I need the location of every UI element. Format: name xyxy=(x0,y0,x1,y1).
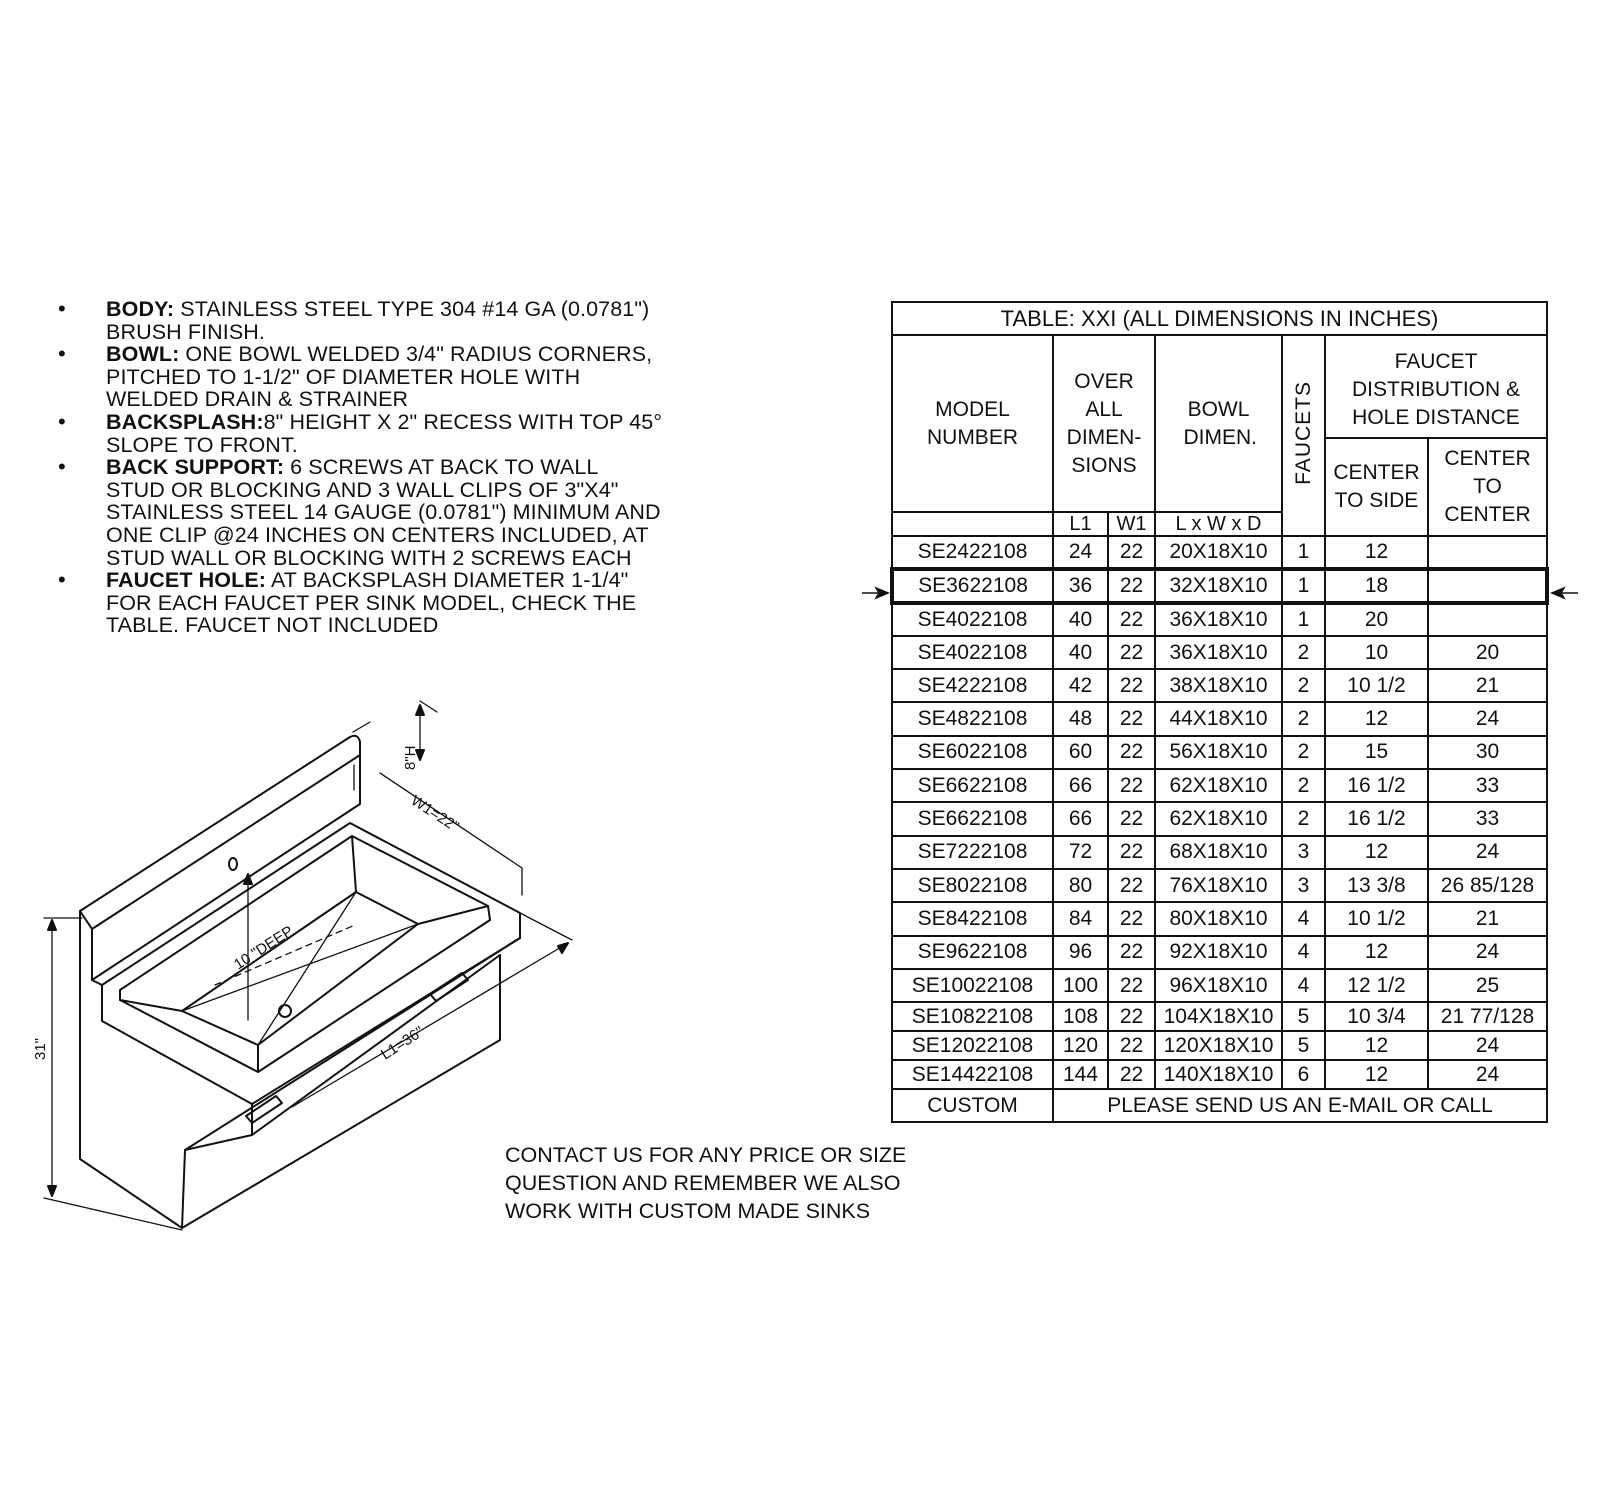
cell-bowl-dimensions: 104X18X10 xyxy=(1155,1002,1282,1031)
header-center-side-text: CENTER TO SIDE xyxy=(1333,461,1420,512)
cell-l1: 66 xyxy=(1053,769,1108,802)
front-face xyxy=(80,911,520,1228)
cell-center-to-side: 10 xyxy=(1325,636,1428,669)
cell-w1: 22 xyxy=(1108,669,1155,702)
cell-center-to-side: 10 1/2 xyxy=(1325,902,1428,935)
cell-bowl-dimensions: 76X18X10 xyxy=(1155,869,1282,902)
cell-faucets: 4 xyxy=(1282,902,1325,935)
cell-center-to-side: 16 1/2 xyxy=(1325,802,1428,835)
cell-faucets: 5 xyxy=(1282,1002,1325,1031)
cell-model-number: SE4022108 xyxy=(892,636,1053,669)
cell-faucets: 3 xyxy=(1282,836,1325,869)
cell-model-number: SE4022108 xyxy=(892,603,1053,636)
cell-bowl-dimensions: 56X18X10 xyxy=(1155,736,1282,769)
cell-model-number: SE3622108 xyxy=(892,569,1053,602)
header-lwd: L x W x D xyxy=(1155,512,1282,536)
cell-model-number: SE8022108 xyxy=(892,869,1053,902)
header-overall-text: OVER ALL DIMEN- SIONS xyxy=(1066,369,1142,477)
cell-faucets: 2 xyxy=(1282,769,1325,802)
spec-label: FAUCET HOLE: xyxy=(106,568,267,593)
table-title: TABLE: XXI (ALL DIMENSIONS IN INCHES) xyxy=(892,302,1547,335)
cell-center-to-side: 10 1/2 xyxy=(1325,669,1428,702)
cell-bowl-dimensions: 92X18X10 xyxy=(1155,936,1282,969)
cell-model-number: SE10022108 xyxy=(892,969,1053,1002)
cell-bowl-dimensions: 140X18X10 xyxy=(1155,1060,1282,1089)
label-height: 8"H xyxy=(402,745,419,770)
cell-center-to-center: 24 xyxy=(1428,1031,1547,1060)
cell-w1: 22 xyxy=(1108,603,1155,636)
cell-l1: 144 xyxy=(1053,1060,1108,1089)
cell-model-number: SE9622108 xyxy=(892,936,1053,969)
cell-l1: 60 xyxy=(1053,736,1108,769)
bowl-rim xyxy=(120,836,490,1072)
cell-l1: 120 xyxy=(1053,1031,1108,1060)
cell-l1: 24 xyxy=(1053,536,1108,569)
header-faucet-distribution: FAUCET DISTRIBUTION & HOLE DISTANCE xyxy=(1325,335,1547,438)
header-center-center-text: CENTER TO CENTER xyxy=(1444,447,1531,526)
cell-bowl-dimensions: 62X18X10 xyxy=(1155,769,1282,802)
cell-center-to-center: 30 xyxy=(1428,736,1547,769)
spec-label: BOWL: xyxy=(106,342,180,367)
cell-center-to-side: 18 xyxy=(1325,569,1428,602)
cell-bowl-dimensions: 68X18X10 xyxy=(1155,836,1282,869)
cell-w1: 22 xyxy=(1108,636,1155,669)
cell-w1: 22 xyxy=(1108,702,1155,735)
cell-w1: 22 xyxy=(1108,902,1155,935)
spec-label: BACKSPLASH: xyxy=(106,409,264,434)
cell-center-to-side: 12 xyxy=(1325,1031,1428,1060)
cell-l1: 84 xyxy=(1053,902,1108,935)
custom-label: CUSTOM xyxy=(892,1089,1053,1122)
cell-center-to-side: 16 1/2 xyxy=(1325,769,1428,802)
label-overall-height: 31" xyxy=(32,1037,49,1060)
cell-center-to-center: 24 xyxy=(1428,702,1547,735)
cell-center-to-side: 12 xyxy=(1325,1060,1428,1089)
cell-w1: 22 xyxy=(1108,1002,1155,1031)
cell-model-number: SE10822108 xyxy=(892,1002,1053,1031)
cell-model-number: SE4822108 xyxy=(892,702,1053,735)
cell-w1: 22 xyxy=(1108,1060,1155,1089)
header-w1: W1 xyxy=(1108,512,1155,536)
cell-center-to-center: 21 xyxy=(1428,902,1547,935)
spec-text: AT BACKSPLASH DIAMETER 1-1/4" FOR EACH FAUCET PER SINK MODEL, CHECK THE TABLE. FAUCET NOT INCLUDED xyxy=(106,568,637,638)
custom-text: PLEASE SEND US AN E-MAIL OR CALL xyxy=(1053,1089,1547,1122)
cell-center-to-center: 33 xyxy=(1428,769,1547,802)
cell-bowl-dimensions: 20X18X10 xyxy=(1155,536,1282,569)
cell-l1: 40 xyxy=(1053,636,1108,669)
cell-model-number: SE7222108 xyxy=(892,836,1053,869)
cell-l1: 42 xyxy=(1053,669,1108,702)
cell-w1: 22 xyxy=(1108,969,1155,1002)
cell-center-to-center: 25 xyxy=(1428,969,1547,1002)
cell-model-number: SE4222108 xyxy=(892,669,1053,702)
cell-w1: 22 xyxy=(1108,569,1155,602)
cell-l1: 36 xyxy=(1053,569,1108,602)
cell-l1: 72 xyxy=(1053,836,1108,869)
spec-text: ONE BOWL WELDED 3/4" RADIUS CORNERS, PITCHED TO 1-1/2" OF DIAMETER HOLE WITH WELDED DRAIN & STRAINER xyxy=(106,342,653,412)
cell-faucets: 2 xyxy=(1282,636,1325,669)
label-length: L1=36" xyxy=(377,1023,427,1064)
cell-bowl-dimensions: 38X18X10 xyxy=(1155,669,1282,702)
cell-faucets: 2 xyxy=(1282,669,1325,702)
cell-center-to-side: 12 xyxy=(1325,936,1428,969)
cell-l1: 80 xyxy=(1053,869,1108,902)
cell-model-number: SE12022108 xyxy=(892,1031,1053,1060)
spec-label: BODY: xyxy=(106,297,175,321)
cell-bowl-dimensions: 80X18X10 xyxy=(1155,902,1282,935)
cell-center-to-center: 26 85/128 xyxy=(1428,869,1547,902)
header-bowl-text: BOWL DIMEN. xyxy=(1183,397,1257,449)
cell-w1: 22 xyxy=(1108,769,1155,802)
cell-l1: 108 xyxy=(1053,1002,1108,1031)
cell-l1: 48 xyxy=(1053,702,1108,735)
cell-model-number: SE6622108 xyxy=(892,802,1053,835)
cell-bowl-dimensions: 62X18X10 xyxy=(1155,802,1282,835)
cell-model-number: SE2422108 xyxy=(892,536,1053,569)
cell-bowl-dimensions: 32X18X10 xyxy=(1155,569,1282,602)
cell-w1: 22 xyxy=(1108,869,1155,902)
cell-model-number: SE14422108 xyxy=(892,1060,1053,1089)
cell-center-to-center: 24 xyxy=(1428,936,1547,969)
cell-l1: 100 xyxy=(1053,969,1108,1002)
cell-w1: 22 xyxy=(1108,536,1155,569)
backsplash-front xyxy=(92,742,360,980)
cell-faucets: 2 xyxy=(1282,736,1325,769)
cell-w1: 22 xyxy=(1108,802,1155,835)
cell-w1: 22 xyxy=(1108,736,1155,769)
cell-center-to-side: 20 xyxy=(1325,603,1428,636)
contact-note: CONTACT US FOR ANY PRICE OR SIZE QUESTION AND REMEMBER WE ALSO WORK WITH CUSTOM MADE SINKS xyxy=(505,1143,907,1223)
header-faucets-text: FAUCETS xyxy=(1291,380,1315,485)
cell-model-number: SE6622108 xyxy=(892,769,1053,802)
spec-text: 8" HEIGHT X 2" RECESS WITH TOP 45° SLOPE TO FRONT. xyxy=(106,409,663,457)
cell-bowl-dimensions: 36X18X10 xyxy=(1155,636,1282,669)
cell-w1: 22 xyxy=(1108,1031,1155,1060)
cell-center-to-center: 24 xyxy=(1428,1060,1547,1089)
cell-center-to-center: 20 xyxy=(1428,636,1547,669)
cell-faucets: 1 xyxy=(1282,536,1325,569)
cell-l1: 96 xyxy=(1053,936,1108,969)
cell-center-to-center: 24 xyxy=(1428,836,1547,869)
cell-faucets: 2 xyxy=(1282,702,1325,735)
cell-l1: 40 xyxy=(1053,603,1108,636)
spec-text: 6 SCREWS AT BACK TO WALL STUD OR BLOCKING AND 3 WALL CLIPS OF 3"X4" STAINLESS STEEL 14 GAUGE (0.0781") MINIMUM AND ONE CLIP @24 INCHES ON CENTERS INCLUDED, AT STUD WALL OR BLOCKING WITH 2 SCREWS EACH xyxy=(106,455,661,570)
cell-model-number: SE6022108 xyxy=(892,736,1053,769)
cell-bowl-dimensions: 96X18X10 xyxy=(1155,969,1282,1002)
cell-faucets: 5 xyxy=(1282,1031,1325,1060)
header-l1: L1 xyxy=(1053,512,1108,536)
cell-center-to-side: 12 xyxy=(1325,536,1428,569)
cell-center-to-center: 21 xyxy=(1428,669,1547,702)
cell-faucets: 1 xyxy=(1282,569,1325,602)
cell-center-to-side: 12 xyxy=(1325,836,1428,869)
cell-center-to-side: 13 3/8 xyxy=(1325,869,1428,902)
header-model-number: MODEL NUMBER xyxy=(892,335,1053,512)
cell-faucets: 1 xyxy=(1282,603,1325,636)
cell-center-to-side: 15 xyxy=(1325,736,1428,769)
cell-center-to-center: 33 xyxy=(1428,802,1547,835)
cell-bowl-dimensions: 120X18X10 xyxy=(1155,1031,1282,1060)
cell-bowl-dimensions: 44X18X10 xyxy=(1155,702,1282,735)
label-width: W1=22" xyxy=(407,792,462,836)
cell-bowl-dimensions: 36X18X10 xyxy=(1155,603,1282,636)
cell-faucets: 4 xyxy=(1282,969,1325,1002)
label-depth: 10 "DEEP xyxy=(230,922,297,974)
rim-top xyxy=(92,823,520,985)
cell-faucets: 4 xyxy=(1282,936,1325,969)
cell-center-to-side: 10 3/4 xyxy=(1325,1002,1428,1031)
cell-center-to-side: 12 xyxy=(1325,702,1428,735)
cell-l1: 66 xyxy=(1053,802,1108,835)
cell-w1: 22 xyxy=(1108,936,1155,969)
spec-label: BACK SUPPORT: xyxy=(106,455,285,480)
cell-faucets: 2 xyxy=(1282,802,1325,835)
cell-faucets: 6 xyxy=(1282,1060,1325,1089)
cell-model-number: SE8422108 xyxy=(892,902,1053,935)
cell-center-to-center: 21 77/128 xyxy=(1428,1002,1547,1031)
spec-text: STAINLESS STEEL TYPE 304 #14 GA (0.0781") BRUSH FINISH. xyxy=(106,297,650,344)
cell-w1: 22 xyxy=(1108,836,1155,869)
cell-center-to-side: 12 1/2 xyxy=(1325,969,1428,1002)
cell-faucets: 3 xyxy=(1282,869,1325,902)
